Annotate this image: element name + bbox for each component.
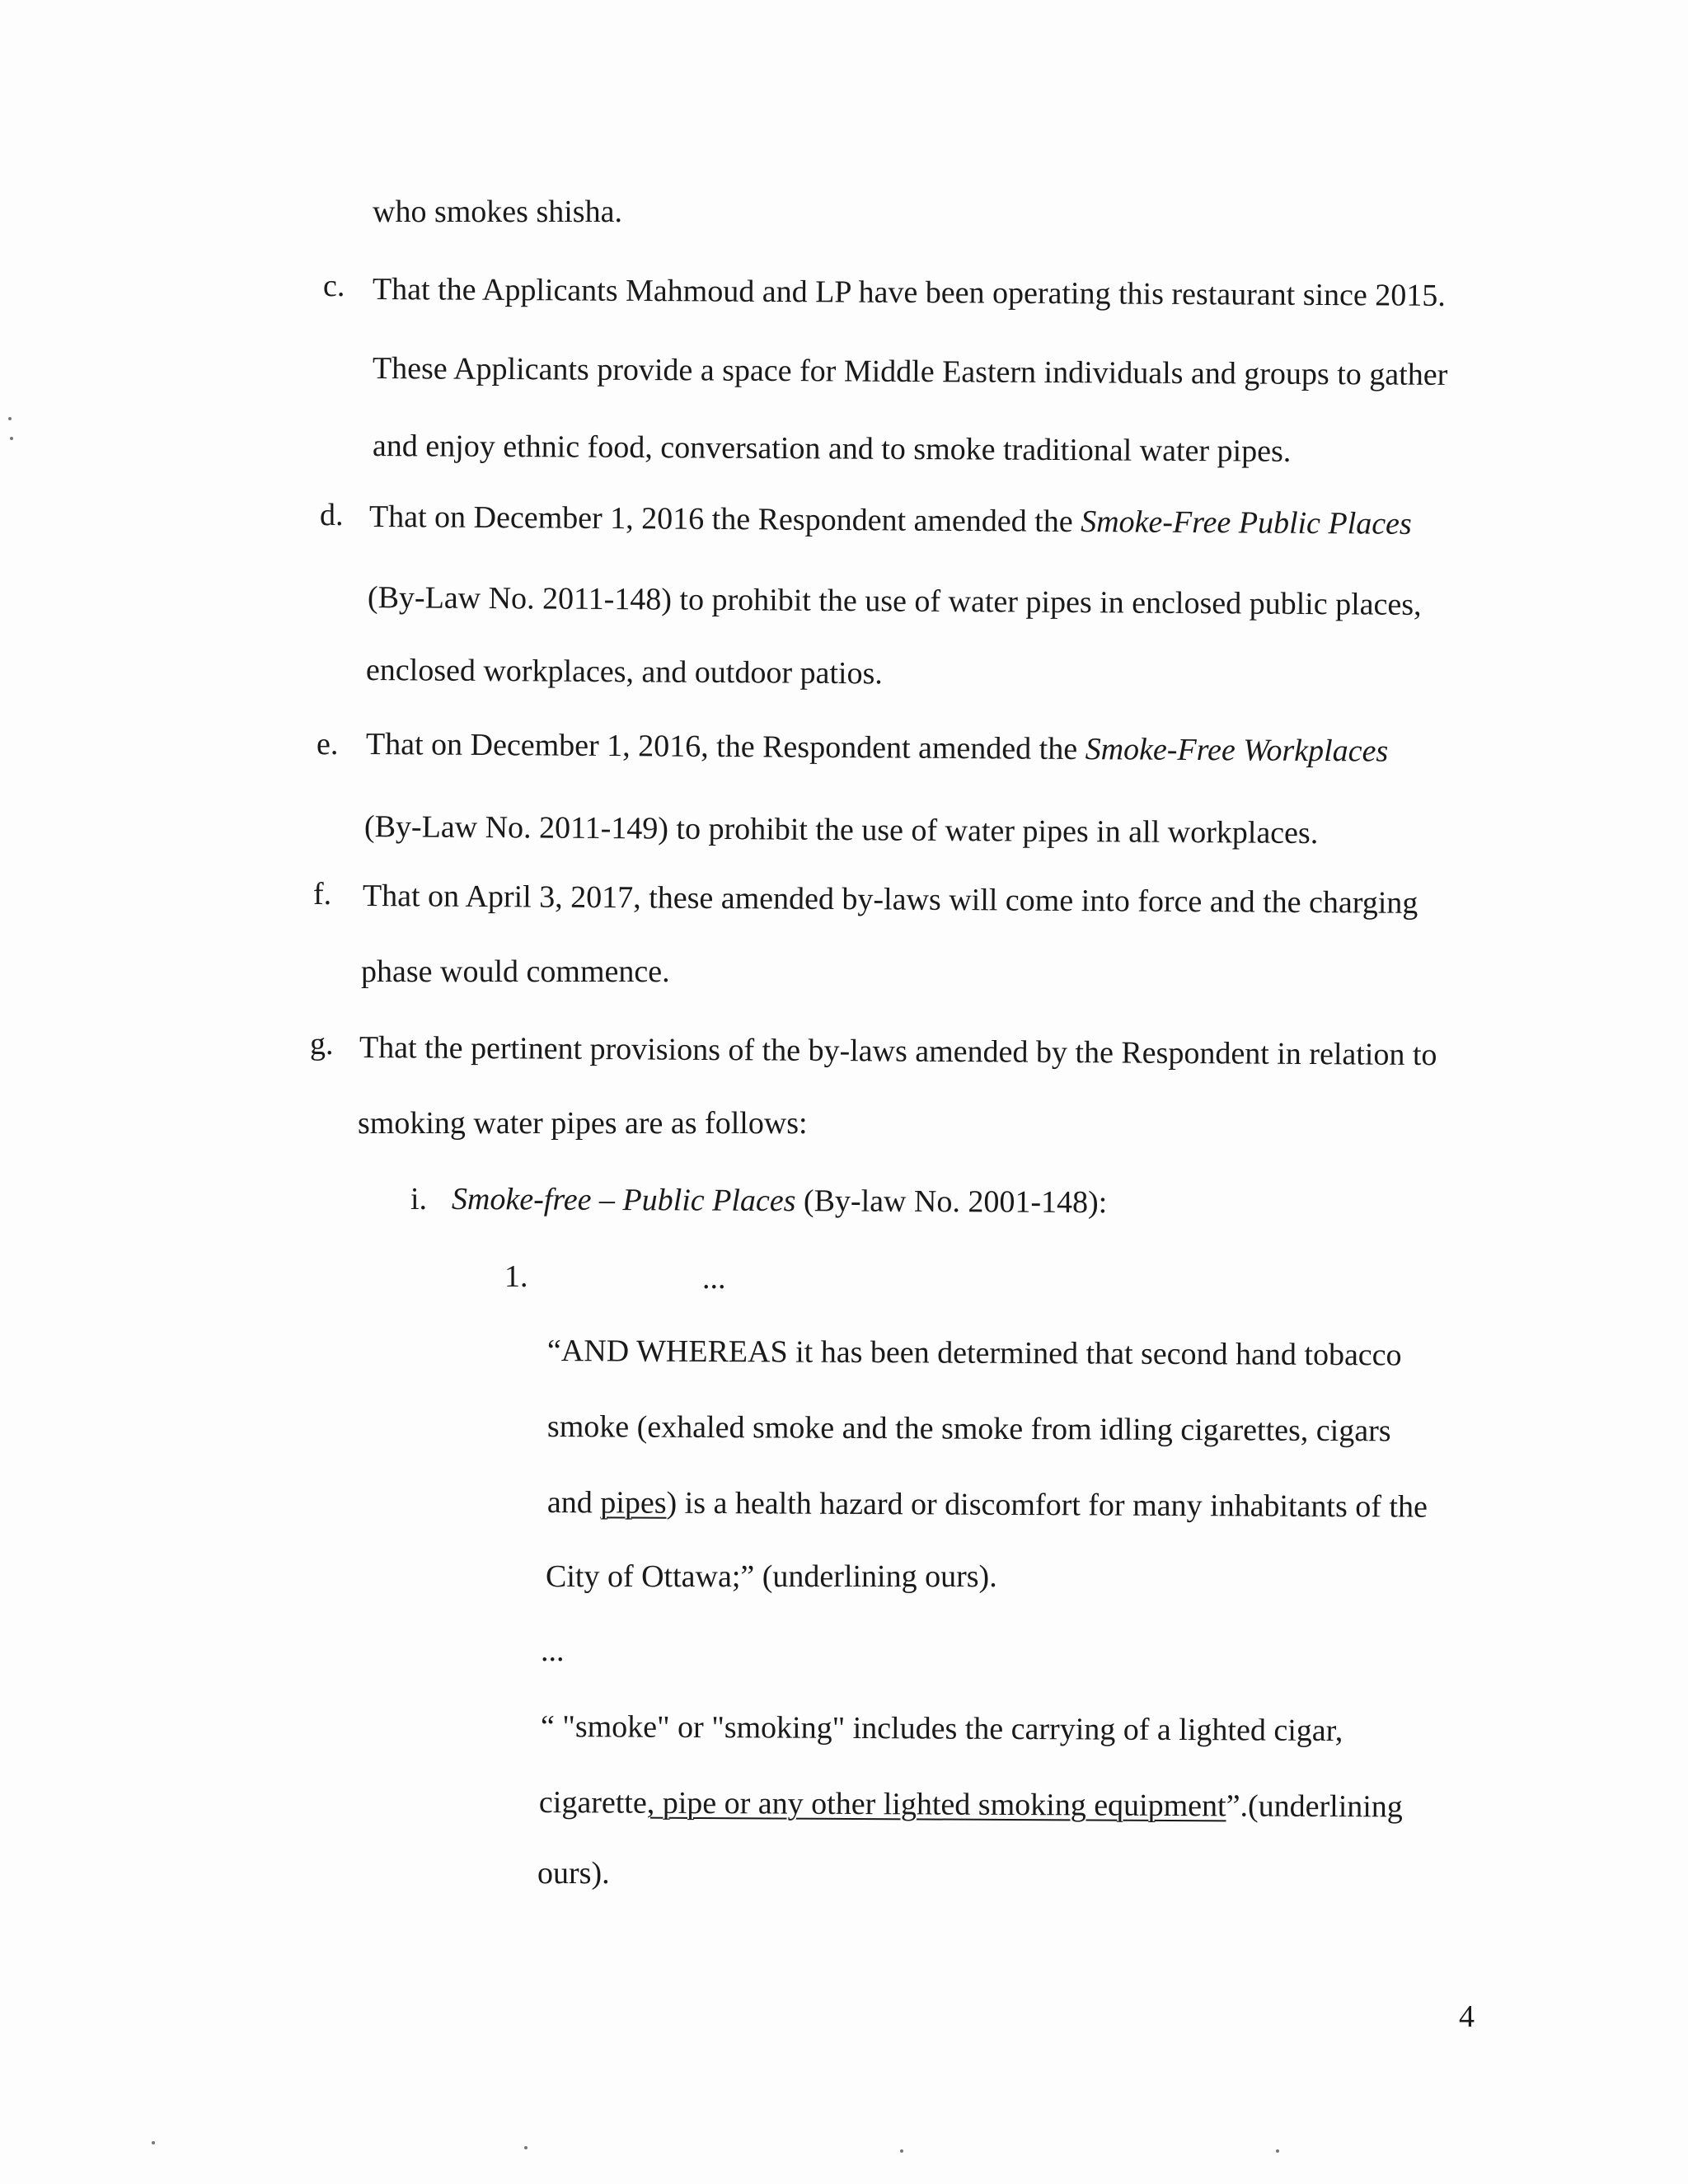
item-f-line-2: phase would commence. [361, 954, 670, 989]
item-e-line-2: (By-Law No. 2011-149) to prohibit the use of water pipes in all workplaces. [363, 809, 1319, 851]
quote-2-line-2-pre: cigarette [538, 1785, 647, 1821]
quote-2-line-2 [538, 1785, 1403, 1825]
item-e-label: e. [316, 727, 339, 762]
scan-speck [8, 417, 12, 420]
item-c-label: c. [323, 269, 345, 303]
quote-1-line-3 [547, 1487, 1428, 1523]
item-d-line-1 [369, 501, 1412, 540]
scan-speck [524, 2146, 528, 2149]
item-f-label: f. [313, 877, 332, 912]
quote-1-line-3-post: ) is a health hazard or discomfort for many inhabitants of the [666, 1485, 1428, 1525]
subitem-i-label: i. [410, 1182, 428, 1216]
scan-speck [1276, 2149, 1279, 2153]
bylaw-title-public-places-short: Smoke-free – Public Places [451, 1182, 796, 1219]
quote-2-line-2-post: ”.(underlining [1226, 1788, 1403, 1825]
clause-1-ellipsis: ... [702, 1261, 726, 1296]
subitem-i-suffix: (By-law No. 2001-148): [795, 1183, 1108, 1221]
item-d-line-3: enclosed workplaces, and outdoor patios. [365, 653, 883, 691]
scan-speck [900, 2149, 903, 2153]
quote-2-line-1: “ "smoke" or "smoking" includes the carrying of a lighted cigar, [540, 1709, 1343, 1749]
bylaw-title-public-places: Smoke-Free Public Places [1081, 504, 1412, 541]
item-c-line-2: These Applicants provide a space for Middle Eastern individuals and groups to gather [372, 351, 1448, 392]
item-g-label: g. [310, 1027, 334, 1062]
clause-1-label: 1. [504, 1259, 528, 1294]
scan-speck [10, 437, 13, 440]
item-d-line-2: (By-Law No. 2011-148) to prohibit the use of water pipes in enclosed public places, [367, 580, 1422, 622]
quote-1-line-4: City of Ottawa;” (underlining ours). [546, 1559, 997, 1594]
item-c-line-1: That the Applicants Mahmoud and LP have been operating this restaurant since 2015. [372, 272, 1446, 313]
item-g-line-2: smoking water pipes are as follows: [358, 1106, 808, 1141]
item-e-line-1-text: That on December 1, 2016, the Respondent amended the [365, 727, 1085, 767]
underlined-pipe-equipment: , pipe or any other lighted smoking equipment [646, 1785, 1226, 1824]
item-f-line-1: That on April 3, 2017, these amended by-laws will come into force and the charging [362, 879, 1418, 921]
subitem-i-heading [451, 1182, 1108, 1221]
bylaw-title-workplaces: Smoke-Free Workplaces [1085, 732, 1389, 769]
item-d-label: d. [320, 498, 344, 532]
scan-speck [152, 2141, 155, 2144]
quote-1-line-1: “AND WHEREAS it has been determined that second hand tobacco [546, 1333, 1402, 1373]
item-e-line-1 [366, 729, 1388, 767]
item-c-line-3: and enjoy ethnic food, conversation and to smoke traditional water pipes. [372, 429, 1292, 469]
item-g-line-1: That the pertinent provisions of the by-laws amended by the Respondent in relation to [359, 1030, 1437, 1073]
page-number: 4 [1459, 1999, 1475, 2034]
item-d-line-1-text: That on December 1, 2016 the Respondent amended the [368, 499, 1081, 540]
item-b-continuation: who smokes shisha. [373, 194, 622, 229]
mid-ellipsis: ... [541, 1633, 565, 1668]
quote-1-line-2: smoke (exhaled smoke and the smoke from idling cigarettes, cigars [546, 1409, 1391, 1449]
quote-1-line-3-pre: and [546, 1485, 601, 1521]
underlined-pipes: pipes [600, 1485, 667, 1521]
quote-2-line-3: ours). [537, 1856, 610, 1891]
